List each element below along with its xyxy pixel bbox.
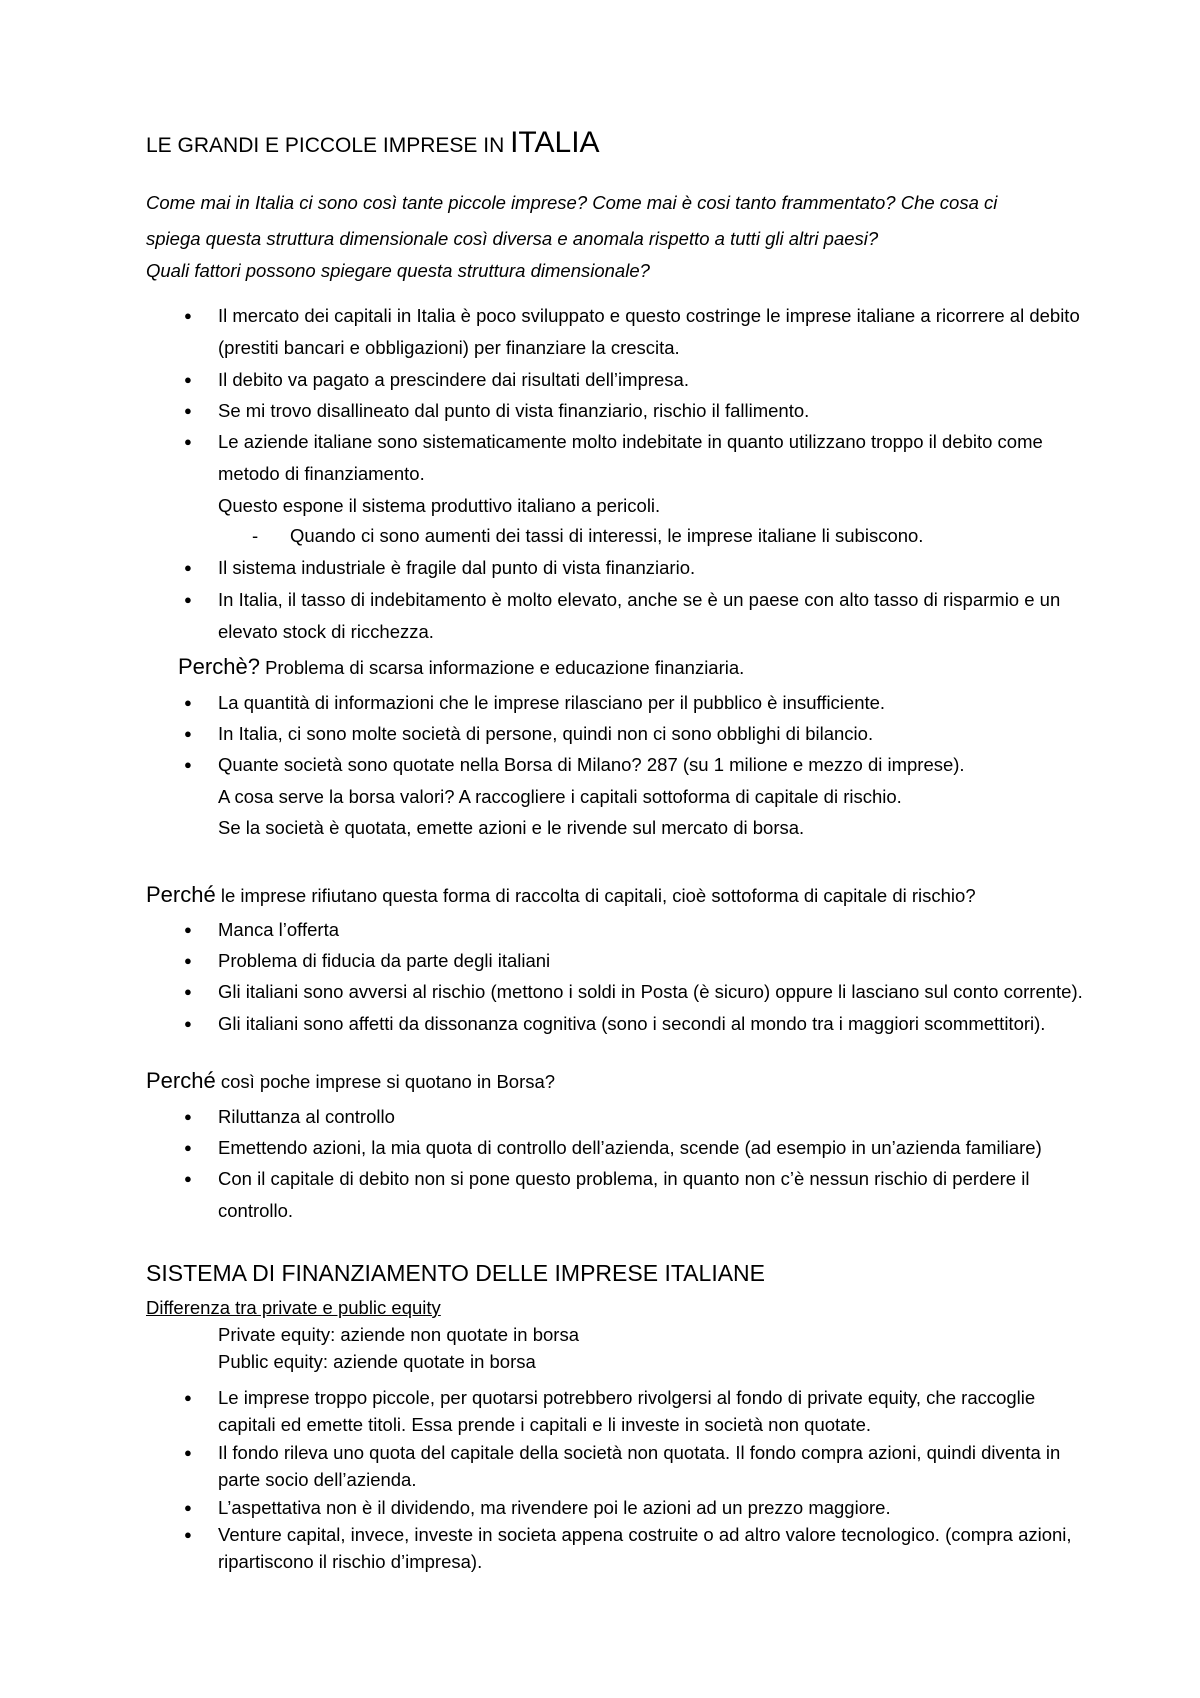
- list-item-cont: Se la società è quotata, emette azioni e le rivende sul mercato di borsa.: [218, 817, 805, 838]
- perche-lead: Perchè?: [178, 654, 260, 679]
- bullet-icon: ●: [184, 1500, 192, 1515]
- bullet-icon: ●: [184, 1445, 192, 1460]
- list-item: Le aziende italiane sono sistematicamente molto indebitate in quanto utilizzano troppo il debito come: [218, 431, 1043, 452]
- dash-marker: -: [252, 525, 259, 546]
- section-title: SISTEMA DI FINANZIAMENTO DELLE IMPRESE ITALIANE: [146, 1260, 766, 1286]
- bullet-icon: ●: [184, 953, 192, 968]
- intro-line: spiega questa struttura dimensionale così diversa e anomala rispetto a tutti gli altri paesi?: [146, 228, 879, 249]
- bullet-icon: ●: [184, 1171, 192, 1186]
- list-item: Se mi trovo disallineato dal punto di vista finanziario, rischio il fallimento.: [218, 400, 810, 421]
- intro-line: Quali fattori possono spiegare questa struttura dimensionale?: [146, 260, 650, 281]
- list-item: Private equity: aziende non quotate in borsa: [218, 1324, 579, 1345]
- list-item-cont: controllo.: [218, 1200, 294, 1221]
- list-item: Il debito va pagato a prescindere dai risultati dell’impresa.: [218, 369, 689, 390]
- perche-heading-3: [146, 1066, 555, 1097]
- bullet-icon: ●: [184, 560, 192, 575]
- list-item: In Italia, il tasso di indebitamento è molto elevato, anche se è un paese con alto tasso di risparmio e un: [218, 589, 1061, 610]
- perche-heading-1: [178, 652, 744, 683]
- perche-lead: Perché: [146, 1068, 216, 1093]
- list-item: Il fondo rileva uno quota del capitale della società non quotata. Il fondo compra azioni, quindi diventa in: [218, 1442, 1061, 1463]
- bullet-icon: ●: [184, 695, 192, 710]
- list-item: Gli italiani sono avversi al rischio (mettono i soldi in Posta (è sicuro) oppure li lasciano sul conto corrente).: [218, 981, 1083, 1002]
- bullet-icon: ●: [184, 372, 192, 387]
- list-item: Manca l’offerta: [218, 919, 339, 940]
- list-item: La quantità di informazioni che le imprese rilasciano per il pubblico è insufficiente.: [218, 692, 886, 713]
- bullet-icon: ●: [184, 1527, 192, 1542]
- perche-lead: Perché: [146, 882, 216, 907]
- bullet-icon: ●: [184, 1016, 192, 1031]
- list-item: Public equity: aziende quotate in borsa: [218, 1351, 536, 1372]
- title-part1: LE GRANDI E PICCOLE IMPRESE IN: [146, 134, 511, 157]
- page-title: [146, 126, 600, 163]
- list-item-cont: (prestiti bancari e obbligazioni) per finanziare la crescita.: [218, 337, 680, 358]
- bullet-icon: ●: [184, 1390, 192, 1405]
- list-item-cont: elevato stock di ricchezza.: [218, 621, 434, 642]
- list-item: Con il capitale di debito non si pone questo problema, in quanto non c’è nessun rischio di perdere il: [218, 1168, 1030, 1189]
- list-item: Quante società sono quotate nella Borsa di Milano? 287 (su 1 milione e mezzo di imprese).: [218, 754, 965, 775]
- bullet-icon: ●: [184, 984, 192, 999]
- list-item: Emettendo azioni, la mia quota di controllo dell’azienda, scende (ad esempio in un’azienda familiare): [218, 1137, 1042, 1158]
- list-item-cont: ripartiscono il rischio d’impresa).: [218, 1551, 483, 1572]
- list-item-cont: Questo espone il sistema produttivo italiano a pericoli.: [218, 495, 661, 516]
- list-item: Venture capital, invece, investe in societa appena costruite o ad altro valore tecnologico. (compra azioni,: [218, 1524, 1072, 1545]
- list-item: L’aspettativa non è il dividendo, ma rivendere poi le azioni ad un prezzo maggiore.: [218, 1497, 891, 1518]
- bullet-icon: ●: [184, 592, 192, 607]
- bullet-icon: ●: [184, 1109, 192, 1124]
- list-item-cont: metodo di finanziamento.: [218, 463, 425, 484]
- list-item-cont: parte socio dell’azienda.: [218, 1469, 417, 1490]
- bullet-icon: ●: [184, 726, 192, 741]
- title-part2: ITALIA: [510, 126, 600, 159]
- bullet-icon: ●: [184, 922, 192, 937]
- list-item: In Italia, ci sono molte società di persone, quindi non ci sono obblighi di bilancio.: [218, 723, 874, 744]
- list-item: Gli italiani sono affetti da dissonanza cognitiva (sono i secondi al mondo tra i maggiori scommettitori).: [218, 1013, 1046, 1034]
- list-item: Riluttanza al controllo: [218, 1106, 395, 1127]
- list-item-cont: capitali ed emette titoli. Essa prende i capitali e li investe in società non quotate.: [218, 1414, 872, 1435]
- section-subtitle: Differenza tra private e public equity: [146, 1297, 441, 1318]
- list-item: Le imprese troppo piccole, per quotarsi potrebbero rivolgersi al fondo di private equity, che raccoglie: [218, 1387, 1036, 1408]
- perche-rest: le imprese rifiutano questa forma di raccolta di capitali, cioè sottoforma di capitale di rischio?: [215, 885, 976, 906]
- intro-line: Come mai in Italia ci sono così tante piccole imprese? Come mai è cosi tanto frammentato? Che cosa ci: [146, 192, 998, 213]
- perche-rest: Problema di scarsa informazione e educazione finanziaria.: [259, 657, 745, 678]
- bullet-icon: ●: [184, 308, 192, 323]
- bullet-icon: ●: [184, 1140, 192, 1155]
- sub-list-item: Quando ci sono aumenti dei tassi di interessi, le imprese italiane li subiscono.: [290, 525, 924, 546]
- list-item-cont: A cosa serve la borsa valori? A raccogliere i capitali sottoforma di capitale di rischio.: [218, 786, 902, 807]
- perche-rest: così poche imprese si quotano in Borsa?: [215, 1071, 556, 1092]
- perche-heading-2: [146, 880, 976, 911]
- list-item: Problema di fiducia da parte degli italiani: [218, 950, 551, 971]
- list-item: Il sistema industriale è fragile dal punto di vista finanziario.: [218, 557, 696, 578]
- bullet-icon: ●: [184, 403, 192, 418]
- bullet-icon: ●: [184, 757, 192, 772]
- bullet-icon: ●: [184, 434, 192, 449]
- list-item: Il mercato dei capitali in Italia è poco sviluppato e questo costringe le imprese italiane a ricorrere al debito: [218, 305, 1080, 326]
